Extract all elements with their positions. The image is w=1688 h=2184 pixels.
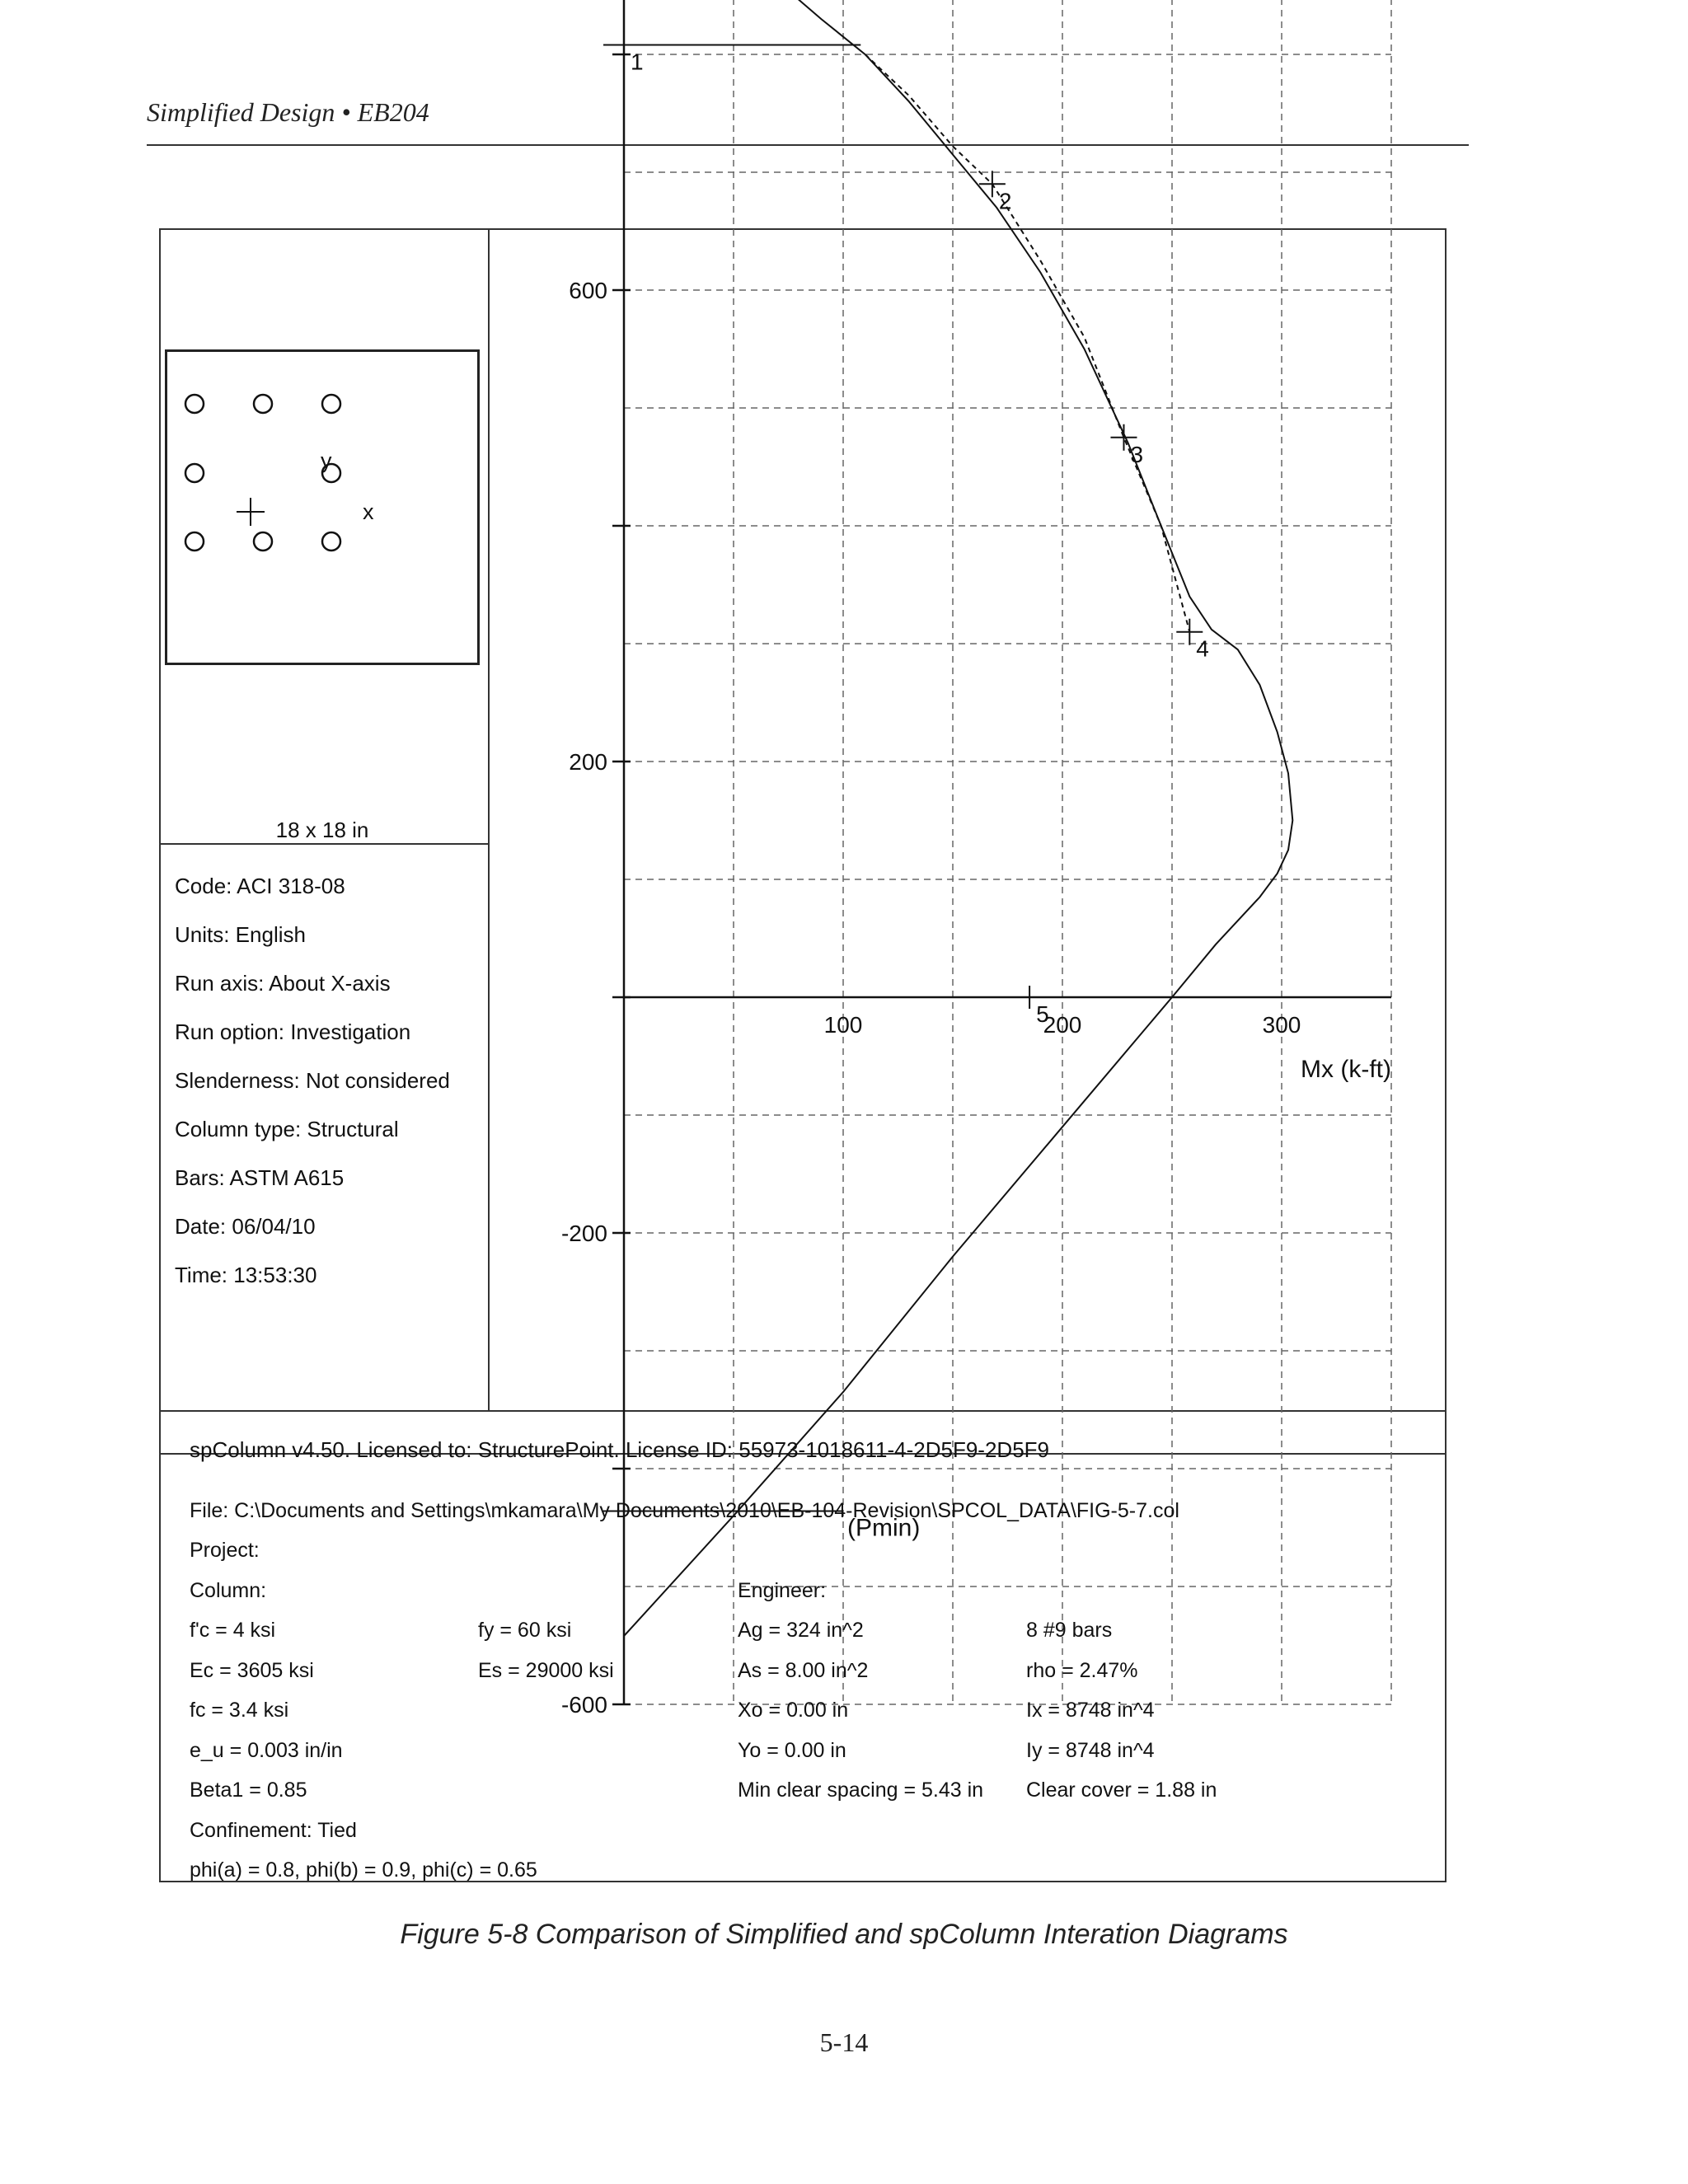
license-line: spColumn v4.50. Licensed to: StructurePoint. License ID: 55973-1018611-4-2D5F9-2D5F9 <box>190 1437 1049 1462</box>
rebar-3 <box>322 395 340 413</box>
license-top-divider <box>161 1410 1445 1412</box>
prop-min-spacing: Min clear spacing = 5.43 in <box>738 1779 984 1802</box>
section-x-label: x <box>363 499 374 524</box>
rebar-8 <box>322 532 340 551</box>
y-tick-label: 200 <box>569 749 607 775</box>
properties-col3 <box>738 1619 983 1819</box>
file-path: File: C:\Documents and Settings\mkamara\My Documents\2010\EB-104-Revision\SPCOL_DATA\FIG-5-7.col <box>190 1499 1179 1522</box>
simplified-curve <box>865 54 1190 632</box>
rebar-7 <box>254 532 272 551</box>
run-info-column-type: Column type: Structural <box>175 1117 399 1141</box>
engineer-label: Engineer: <box>738 1579 827 1602</box>
project-label: Project: <box>190 1539 260 1562</box>
section-info-divider <box>161 843 488 845</box>
rebar-6 <box>185 532 204 551</box>
prop-es: Es = 29000 ksi <box>478 1658 614 1682</box>
running-header: Simplified Design • EB204 <box>147 97 429 127</box>
prop-ag: Ag = 324 in^2 <box>738 1619 864 1642</box>
run-info-option: Run option: Investigation <box>175 1019 411 1044</box>
prop-ix: Ix = 8748 in^4 <box>1026 1699 1155 1722</box>
reference-lines <box>603 0 860 1511</box>
properties-col4 <box>1026 1619 1217 1819</box>
properties-col2 <box>478 1619 614 1699</box>
column-section <box>165 349 480 665</box>
section-dimensions: 18 x 18 in <box>275 818 369 842</box>
run-info-code: Code: ACI 318-08 <box>175 874 345 898</box>
prop-rho: rho = 2.47% <box>1026 1658 1138 1682</box>
run-info-slenderness: Slenderness: Not considered <box>175 1068 450 1093</box>
prop-fc: f'c = 4 ksi <box>190 1619 276 1642</box>
x-tick-label: 300 <box>1262 1012 1301 1038</box>
y-tick-label: 600 <box>569 278 607 303</box>
x-axis-label: Mx (k-ft) <box>1301 1056 1391 1083</box>
x-tick-label: 100 <box>823 1012 863 1038</box>
y-tick-label: -600 <box>560 1692 607 1718</box>
header-rule <box>147 144 1469 146</box>
curves <box>624 0 1292 1636</box>
point-label: 2 <box>998 188 1012 214</box>
prop-fy: fy = 60 ksi <box>478 1619 572 1642</box>
run-info-units: Units: English <box>175 922 306 947</box>
rebar-4 <box>185 464 204 482</box>
prop-ec: Ec = 3605 ksi <box>190 1658 314 1682</box>
run-info-time: Time: 13:53:30 <box>175 1263 317 1287</box>
prop-iy: Iy = 8748 in^4 <box>1026 1738 1155 1762</box>
prop-xo: Xo = 0.00 in <box>738 1699 849 1722</box>
rebar-1 <box>185 395 204 413</box>
point-label: 1 <box>631 49 644 75</box>
rebar-2 <box>254 395 272 413</box>
points <box>611 32 1203 1009</box>
prop-beta1: Beta1 = 0.85 <box>190 1779 307 1802</box>
point-label: 5 <box>1036 1001 1049 1027</box>
x-tick-label: 200 <box>1043 1012 1082 1038</box>
run-info <box>175 874 450 1311</box>
figure-caption: Figure 5-8 Comparison of Simplified and spColumn Interation Diagrams <box>400 1919 1288 1950</box>
page-number: 5-14 <box>819 2027 869 2057</box>
run-info-axis: Run axis: About X-axis <box>175 971 391 996</box>
spcolumn-curve <box>624 0 1292 1636</box>
prop-bars: 8 #9 bars <box>1026 1619 1113 1642</box>
prop-yo: Yo = 0.00 in <box>738 1738 846 1762</box>
prop-as: As = 8.00 in^2 <box>738 1658 869 1682</box>
y-tick-label: -200 <box>560 1221 607 1246</box>
column-label: Column: <box>190 1579 267 1602</box>
reference-line-label: (Pmin) <box>847 1514 921 1542</box>
run-info-date: Date: 06/04/10 <box>175 1214 316 1239</box>
run-info-bars: Bars: ASTM A615 <box>175 1165 345 1190</box>
prop-phi: phi(a) = 0.8, phi(b) = 0.9, phi(c) = 0.65 <box>190 1858 537 1882</box>
section-y-label: y <box>321 448 332 473</box>
prop-confinement: Confinement: Tied <box>190 1818 357 1842</box>
left-panel-divider <box>488 230 490 1410</box>
section-drawing <box>167 352 477 663</box>
point-label: 3 <box>1130 441 1144 467</box>
prop-eu: e_u = 0.003 in/in <box>190 1738 343 1762</box>
prop-fc-stress: fc = 3.4 ksi <box>190 1699 289 1722</box>
prop-clear-cover: Clear cover = 1.88 in <box>1026 1779 1217 1802</box>
point-label: 4 <box>1196 635 1209 662</box>
